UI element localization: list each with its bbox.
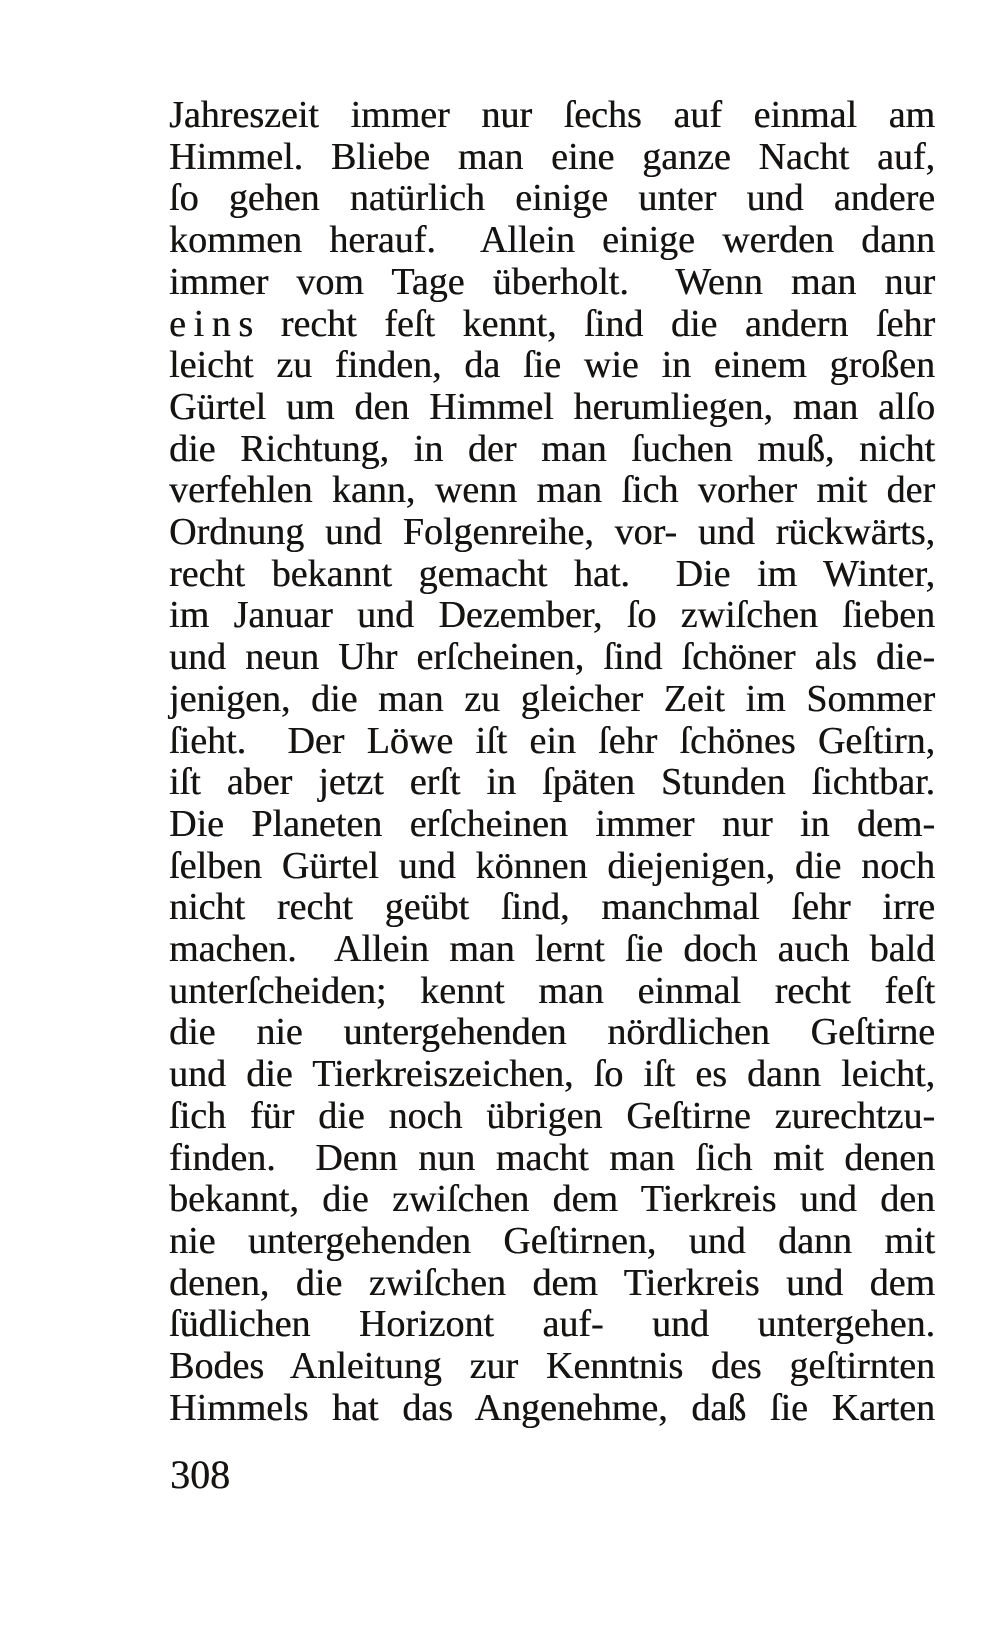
text-line: Himmel. Bliebe man eine ganze Nacht auf,	[169, 135, 935, 178]
text-line: finden. Denn nun macht man ſich mit denen	[169, 1136, 935, 1179]
text-line: und die Tierkreiszeichen, ſo iſt es dann leicht,	[169, 1053, 935, 1096]
text-line: leicht zu finden, da ſie wie in einem großen	[169, 344, 935, 387]
text-line: e i n s recht feſt kennt, ſind die andern ſehr	[169, 302, 935, 345]
text-line: ſieht. Der Löwe iſt ein ſehr ſchönes Geſtirn,	[169, 719, 935, 762]
text-line: die Richtung, in der man ſuchen muß, nicht	[169, 427, 935, 470]
text-line: unterſcheiden; kennt man einmal recht feſt	[169, 969, 935, 1012]
text-line: Ordnung und Folgenreihe, vor- und rückwärts,	[169, 511, 935, 554]
text-line: bekannt, die zwiſchen dem Tierkreis und den	[169, 1178, 935, 1221]
text-line: jenigen, die man zu gleicher Zeit im Sommer	[169, 677, 935, 720]
text-line: recht bekannt gemacht hat. Die im Winter,	[169, 552, 935, 595]
text-line: Die Planeten erſcheinen immer nur in dem-	[169, 802, 935, 845]
text-line: Gürtel um den Himmel herumliegen, man alſo	[169, 385, 935, 428]
text-line: ſüdlichen Horizont auf- und untergehen.	[169, 1303, 935, 1346]
text-line: die nie untergehenden nördlichen Geſtirne	[169, 1011, 935, 1054]
text-line: Jahreszeit immer nur ſechs auf einmal am	[169, 94, 935, 136]
text-line: iſt aber jetzt erſt in ſpäten Stunden ſichtbar.	[169, 761, 935, 804]
text-line: immer vom Tage überholt. Wenn man nur	[169, 260, 935, 303]
text-line: nie untergehenden Geſtirnen, und dann mit	[169, 1219, 935, 1262]
text-line: nicht recht geübt ſind, manchmal ſehr irre	[169, 886, 935, 929]
text-line: im Januar und Dezember, ſo zwiſchen ſieben	[169, 594, 935, 637]
text-line: und neun Uhr erſcheinen, ſind ſchöner als die-	[169, 636, 935, 679]
text-line: verfehlen kann, wenn man ſich vorher mit der	[169, 469, 935, 512]
page-number: 308	[170, 1452, 230, 1497]
text-line: kommen herauf. Allein einige werden dann	[169, 219, 935, 262]
text-line: ſelben Gürtel und können diejenigen, die noch	[169, 844, 935, 887]
text-line: denen, die zwiſchen dem Tierkreis und dem	[169, 1261, 935, 1304]
text-line: machen. Allein man lernt ſie doch auch bald	[169, 928, 935, 971]
text-line: ſich für die noch übrigen Geſtirne zurechtzu-	[169, 1094, 935, 1137]
text-line: Himmels hat das Angenehme, daß ſie Karten	[169, 1386, 935, 1429]
body-text	[169, 95, 935, 1430]
text-line: Bodes Anleitung zur Kenntnis des geſtirnten	[169, 1345, 935, 1388]
text-line: ſo gehen natürlich einige unter und andere	[169, 177, 935, 220]
